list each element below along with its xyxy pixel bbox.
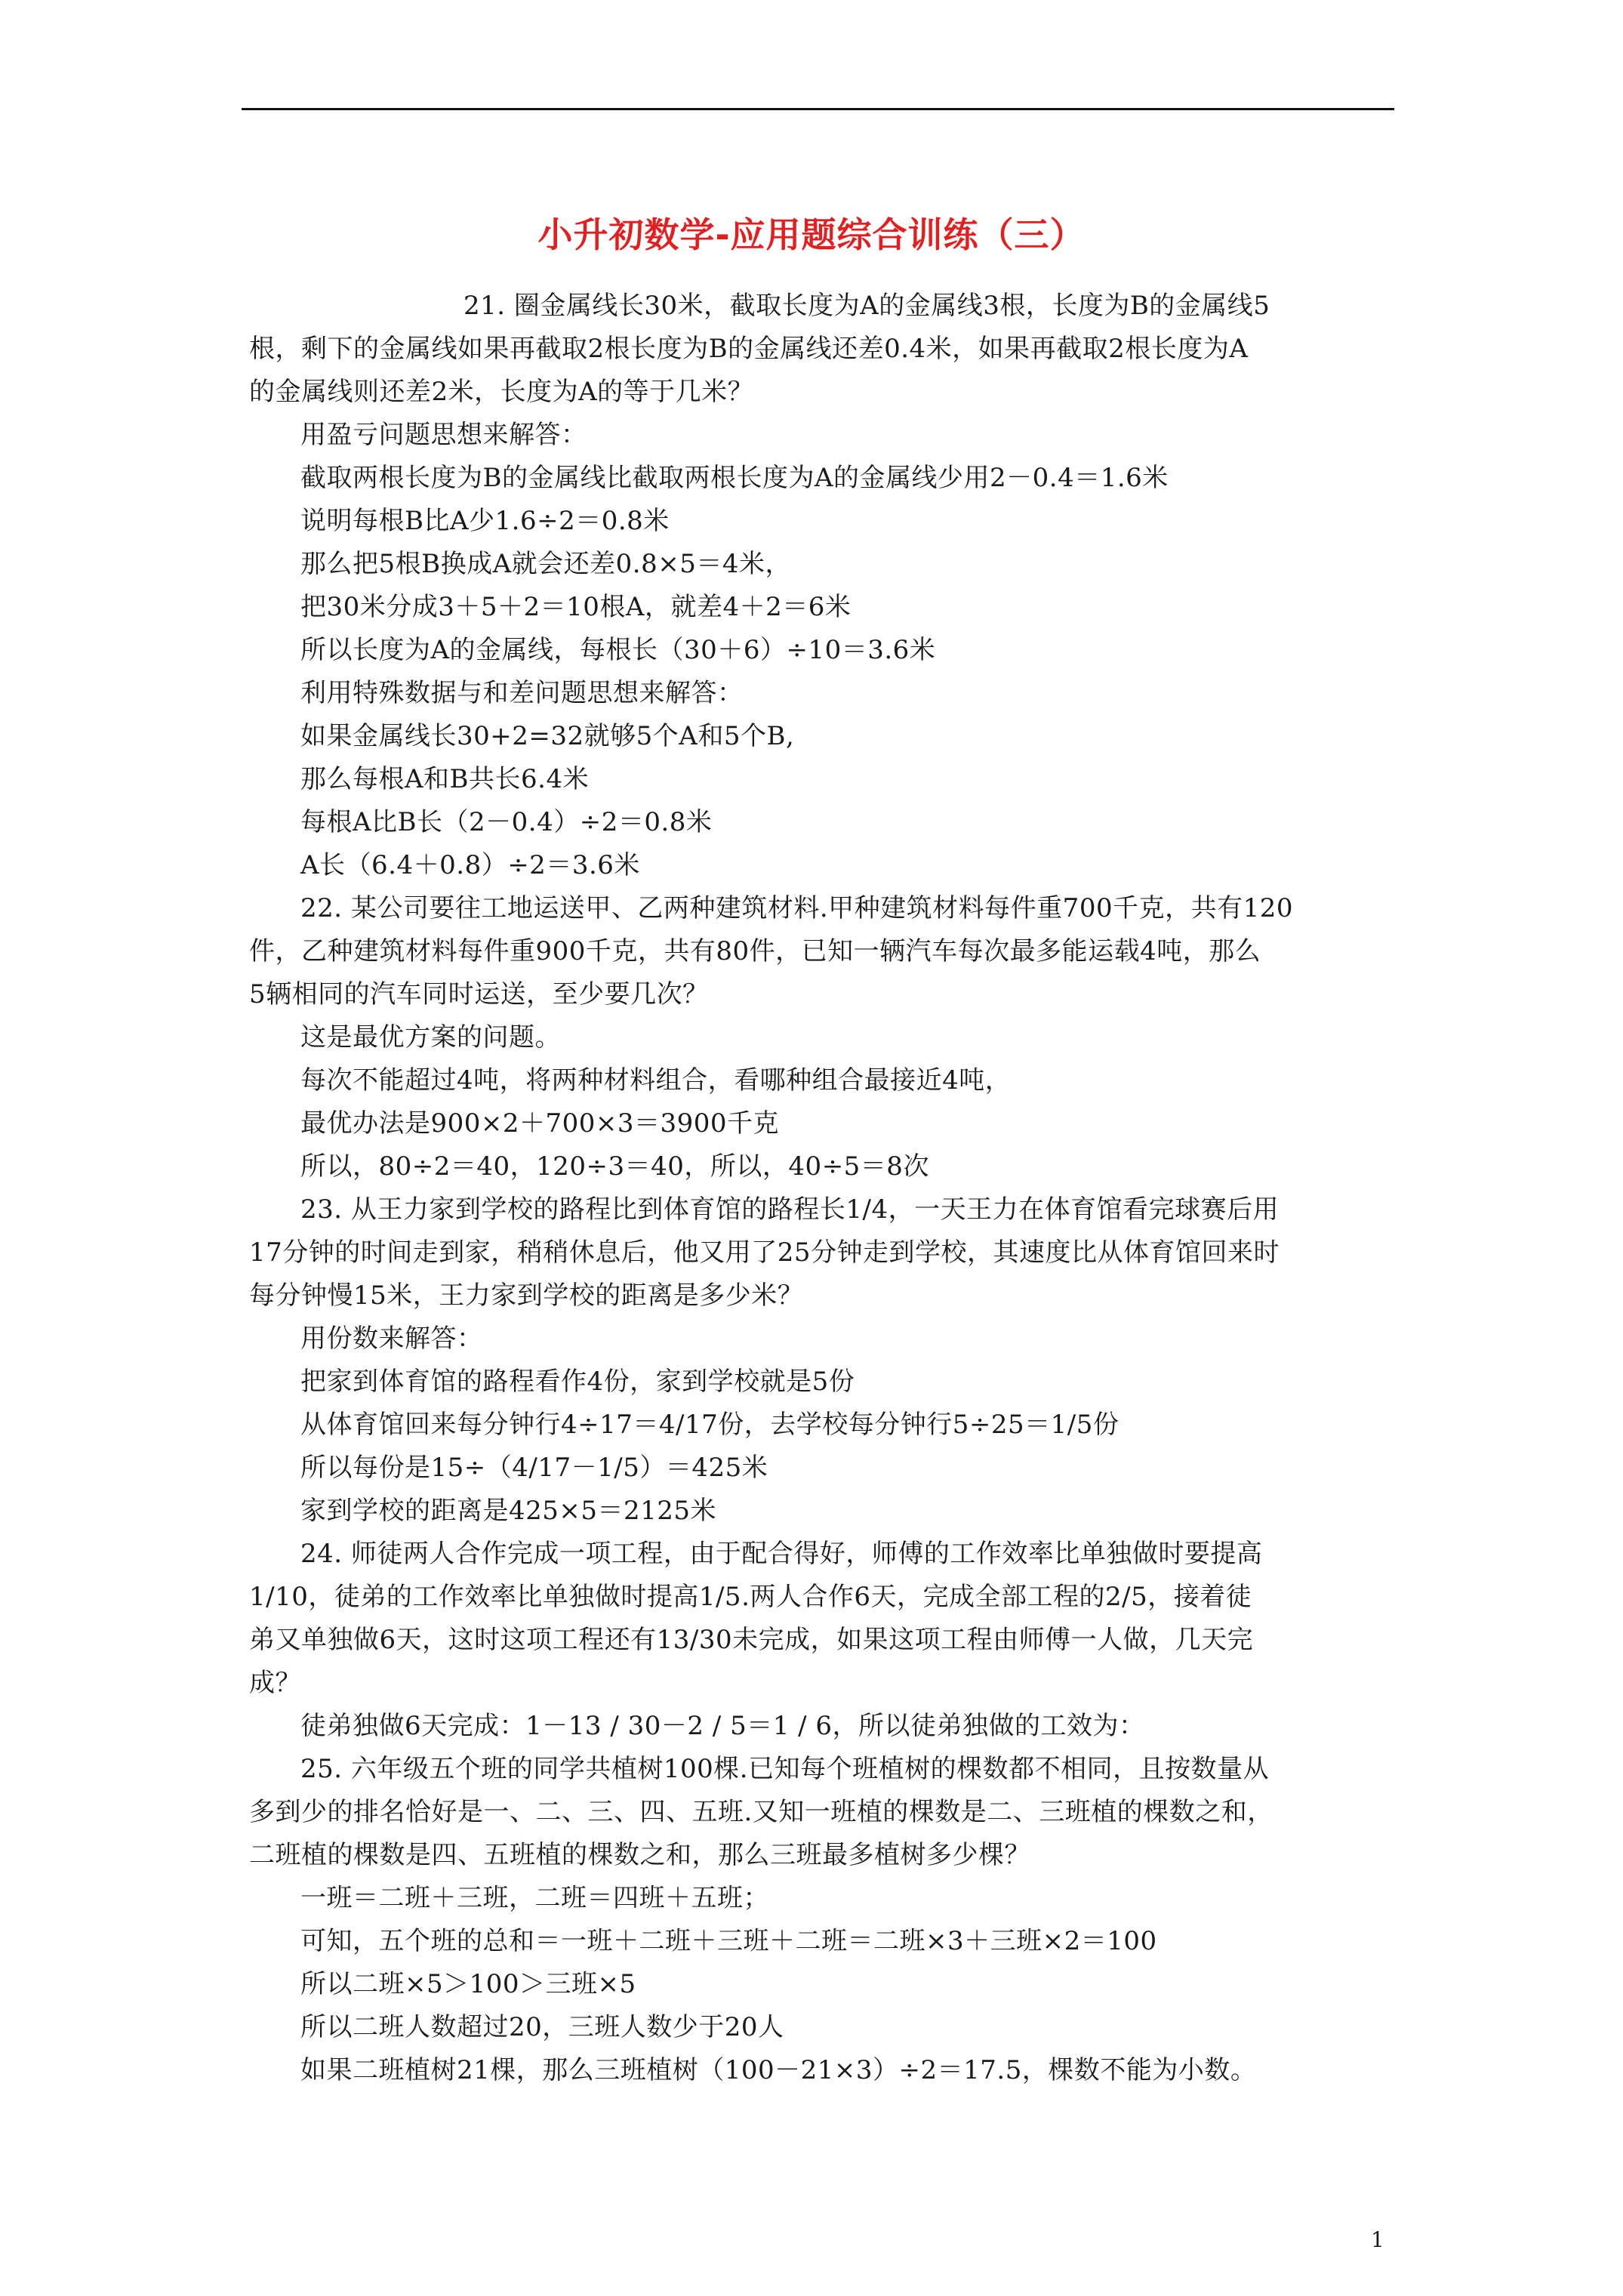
- document-body: [249, 285, 1397, 2092]
- text-line: 所以每份是15÷（4/17－1/5）＝425米: [300, 1453, 768, 1483]
- text-line: 那么把5根B换成A就会还差0.8×5＝4米，: [300, 549, 791, 579]
- text-line: 从体育馆回来每分钟行4÷17＝4/17份，去学校每分钟行5÷25＝1/5份: [300, 1410, 1119, 1440]
- header-rule: [242, 108, 1394, 110]
- text-line: 的金属线则还差2米，长度为A的等于几米？: [249, 377, 754, 407]
- text-line: 每次不能超过4吨，将两种材料组合，看哪种组合最接近4吨，: [300, 1065, 1012, 1096]
- text-line: 25. 六年级五个班的同学共植树100棵.已知每个班植树的棵数都不相同，且按数量从: [300, 1754, 1270, 1784]
- page-number: 1: [1371, 2227, 1384, 2252]
- text-line: 利用特殊数据与和差问题思想来解答：: [300, 678, 744, 708]
- text-line: 多到少的排名恰好是一、二、三、四、五班.又知一班植的棵数是二、三班植的棵数之和，: [249, 1797, 1273, 1827]
- text-line: A长（6.4＋0.8）÷2＝3.6米: [300, 850, 640, 880]
- text-line: 弟又单独做6天，这时这项工程还有13/30未完成，如果这项工程由师傅一人做，几天完: [249, 1625, 1254, 1655]
- text-line: 用盈亏问题思想来解答：: [300, 420, 587, 450]
- text-line: 21. 圈金属线长30米，截取长度为A的金属线3根，长度为B的金属线5: [463, 291, 1270, 321]
- text-line: 5辆相同的汽车同时运送，至少要几次？: [249, 979, 709, 1009]
- text-line: 22. 某公司要往工地运送甲、乙两种建筑材料.甲种建筑材料每件重700千克，共有120: [300, 893, 1293, 923]
- text-line: 可知，五个班的总和＝一班＋二班＋三班＋二班＝二班×3＋三班×2＝100: [300, 1926, 1157, 1956]
- text-line: 把30米分成3＋5＋2＝10根A，就差4＋2＝6米: [300, 592, 852, 622]
- text-line: 家到学校的距离是425×5＝2125米: [300, 1496, 717, 1526]
- text-line: 所以长度为A的金属线，每根长（30＋6）÷10＝3.6米: [300, 635, 936, 665]
- text-line: 所以二班×5＞100＞三班×5: [300, 1969, 636, 1999]
- text-line: 成？: [249, 1668, 301, 1698]
- text-line: 徒弟独做6天完成：1－13 / 30－2 / 5＝1 / 6，所以徒弟独做的工效为：: [300, 1711, 1145, 1741]
- text-line: 1/10，徒弟的工作效率比单独做时提高1/5.两人合作6天，完成全部工程的2/5，接着徒: [249, 1582, 1252, 1612]
- text-line: 说明每根B比A少1.6÷2＝0.8米: [300, 506, 670, 536]
- text-line: 那么每根A和B共长6.4米: [300, 764, 590, 794]
- text-line: 如果二班植树21棵，那么三班植树（100－21×3）÷2＝17.5，棵数不能为小数。: [300, 2055, 1257, 2085]
- text-line: 23. 从王力家到学校的路程比到体育馆的路程长1/4，一天王力在体育馆看完球赛后用: [300, 1194, 1280, 1225]
- page-title: 小升初数学-应用题综合训练（三）: [537, 214, 1086, 255]
- text-line: 根，剩下的金属线如果再截取2根长度为B的金属线还差0.4米，如果再截取2根长度为A: [249, 334, 1249, 364]
- text-line: 所以，80÷2＝40，120÷3＝40，所以，40÷5＝8次: [300, 1151, 929, 1182]
- text-line: 把家到体育馆的路程看作4份，家到学校就是5份: [300, 1367, 855, 1397]
- text-line: 所以二班人数超过20，三班人数少于20人: [300, 2012, 784, 2042]
- text-line: 二班植的棵数是四、五班植的棵数之和，那么三班最多植树多少棵？: [249, 1840, 1030, 1870]
- text-line: 如果金属线长30+2=32就够5个A和5个B,: [300, 721, 795, 751]
- text-line: 件，乙种建筑材料每件重900千克，共有80件，已知一辆汽车每次最多能运载4吨，那么: [249, 936, 1261, 966]
- text-line: 截取两根长度为B的金属线比截取两根长度为A的金属线少用2－0.4＝1.6米: [300, 463, 1169, 493]
- text-line: 24. 师徒两人合作完成一项工程，由于配合得好，师傅的工作效率比单独做时要提高: [300, 1539, 1263, 1569]
- text-line: 用份数来解答：: [300, 1324, 483, 1354]
- text-line: 一班＝二班＋三班，二班＝四班＋五班；: [300, 1883, 769, 1913]
- text-line: 最优办法是900×2＋700×3＝3900千克: [300, 1108, 780, 1139]
- text-line: 每根A比B长（2－0.4）÷2＝0.8米: [300, 807, 713, 837]
- text-line: 每分钟慢15米，王力家到学校的距离是多少米？: [249, 1281, 804, 1311]
- text-line: 17分钟的时间走到家，稍稍休息后，他又用了25分钟走到学校，其速度比从体育馆回来时: [249, 1237, 1280, 1268]
- text-line: 这是最优方案的问题。: [300, 1022, 561, 1052]
